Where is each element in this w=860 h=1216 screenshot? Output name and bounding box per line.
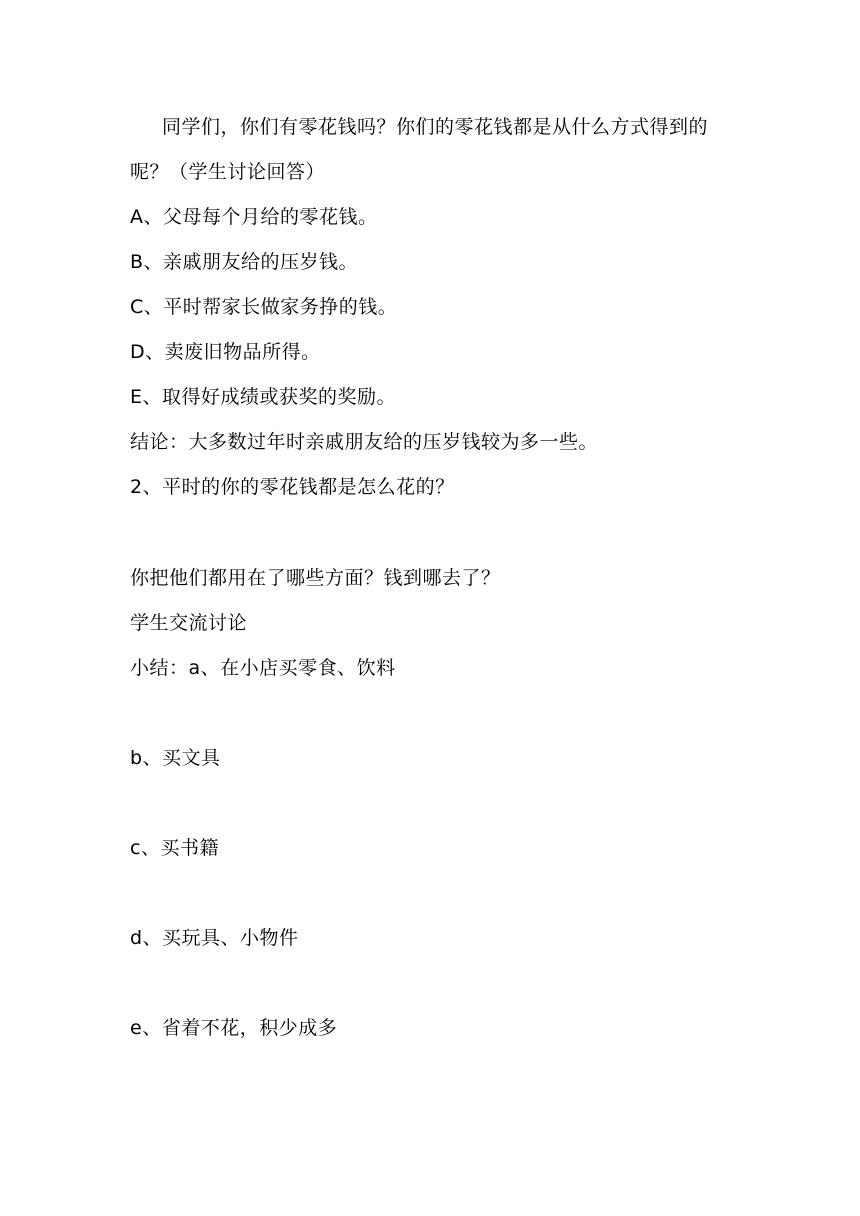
answer-a: A、父母每个月给的零花钱。 [130, 206, 378, 228]
answer-b: B、亲戚朋友给的压岁钱。 [130, 251, 359, 273]
answer-d: D、卖废旧物品所得。 [130, 341, 321, 363]
summary-item-e: e、省着不花，积少成多 [130, 1017, 338, 1039]
conclusion: 结论：大多数过年时亲戚朋友给的压岁钱较为多一些。 [130, 431, 599, 453]
intro-paragraph-line-2: 呢？（学生讨论回答） [130, 161, 326, 183]
summary-item-c: c、买书籍 [130, 837, 219, 859]
summary-item-a: 小结：a、在小店买零食、饮料 [130, 657, 396, 679]
summary-item-d: d、买玩具、小物件 [130, 927, 299, 949]
answer-c: C、平时帮家长做家务挣的钱。 [130, 296, 398, 318]
summary-item-b: b、买文具 [130, 747, 221, 769]
answer-e: E、取得好成绩或获奖的奖励。 [130, 386, 397, 408]
question-2: 2、平时的你的零花钱都是怎么花的？ [130, 476, 455, 498]
student-discussion: 学生交流讨论 [130, 612, 248, 634]
question-followup: 你把他们都用在了哪些方面？钱到哪去了？ [130, 567, 501, 589]
intro-paragraph-line-1: 同学们，你们有零花钱吗？你们的零花钱都是从什么方式得到的 [162, 116, 709, 138]
